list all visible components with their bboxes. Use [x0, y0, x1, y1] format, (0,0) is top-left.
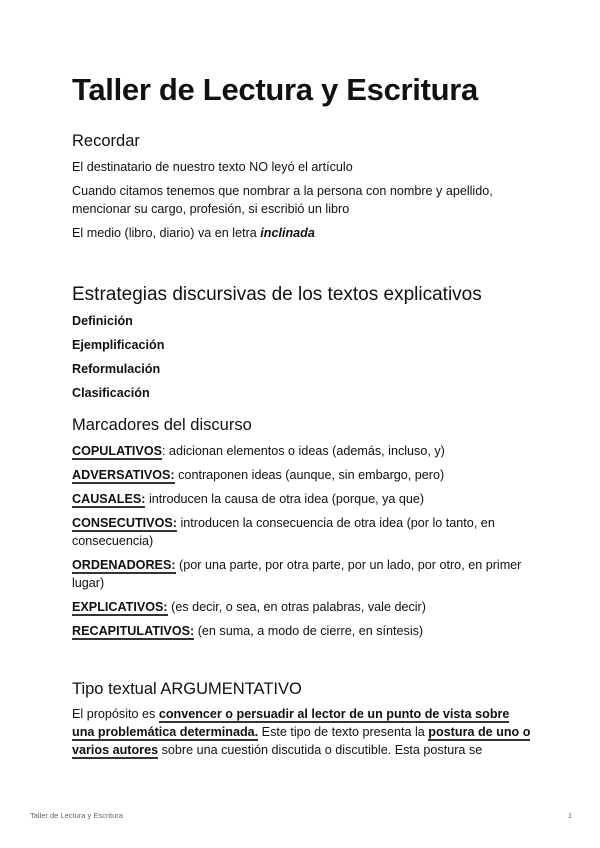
heading-estrategias: Estrategias discursivas de los textos explicativos — [72, 284, 482, 305]
term: COPULATIVOS — [72, 444, 163, 458]
heading-marcadores: Marcadores del discurso — [72, 416, 252, 434]
definition: : adicionan elementos o ideas (además, incluso, y) — [162, 444, 445, 458]
list-item — [72, 442, 532, 460]
paragraph — [72, 705, 532, 759]
list-item — [72, 490, 532, 508]
footer-title: Taller de Lectura y Escritura — [30, 811, 123, 820]
heading-tipo-textual: Tipo textual ARGUMENTATIVO — [72, 680, 302, 698]
text: El propósito es — [72, 707, 159, 721]
definition: introducen la causa de otra idea (porque, ya que) — [145, 492, 425, 506]
definition: (es decir, o sea, en otras palabras, vale decir) — [167, 600, 426, 614]
paragraph: El destinatario de nuestro texto NO leyó el artículo — [72, 160, 353, 174]
emphasis-text: inclinada — [260, 226, 315, 240]
paragraph — [72, 224, 532, 242]
term: EXPLICATIVOS: — [72, 600, 168, 614]
text: sobre una cuestión discutida o discutible. Esta postura se — [158, 743, 483, 757]
text: El medio (libro, diario) va en letra — [72, 226, 261, 240]
list-item: Definición — [72, 314, 133, 328]
text: Este tipo de texto presenta la — [258, 725, 429, 739]
list-item: Clasificación — [72, 386, 150, 400]
term: RECAPITULATIVOS: — [72, 624, 195, 638]
list-item — [72, 466, 532, 484]
list-item — [72, 598, 532, 616]
list-item — [72, 622, 532, 640]
list-item — [72, 556, 532, 592]
term: CONSECUTIVOS: — [72, 516, 177, 530]
page-number: 1 — [567, 811, 572, 820]
list-marcadores — [72, 442, 532, 640]
definition: (en suma, a modo de cierre, en síntesis) — [194, 624, 424, 638]
list-estrategias — [72, 312, 532, 402]
definition: (por una parte, por otra parte, por un lado, por otro, en primer lugar) — [72, 558, 522, 590]
highlight: postura de uno o varios autores — [72, 725, 531, 757]
definition: introducen la consecuencia de otra idea (por lo tanto, en consecuencia) — [72, 516, 495, 548]
term: ORDENADORES: — [72, 558, 176, 572]
heading-recordar: Recordar — [72, 132, 140, 150]
section-tipo-textual — [72, 705, 532, 759]
list-item: Ejemplificación — [72, 338, 165, 352]
section-recordar — [72, 158, 532, 242]
term: ADVERSATIVOS: — [72, 468, 175, 482]
term: CAUSALES: — [72, 492, 146, 506]
highlight: convencer o persuadir al lector de un punto de vista sobre una problemática determinada. — [72, 707, 510, 739]
list-item: Reformulación — [72, 362, 161, 376]
paragraph: Cuando citamos tenemos que nombrar a la persona con nombre y apellido, mencionar su cargo, profesión, si escribió un libro — [72, 184, 493, 216]
list-item — [72, 514, 532, 550]
page-title: Taller de Lectura y Escritura — [72, 72, 478, 107]
definition: contraponen ideas (aunque, sin embargo, pero) — [174, 468, 445, 482]
